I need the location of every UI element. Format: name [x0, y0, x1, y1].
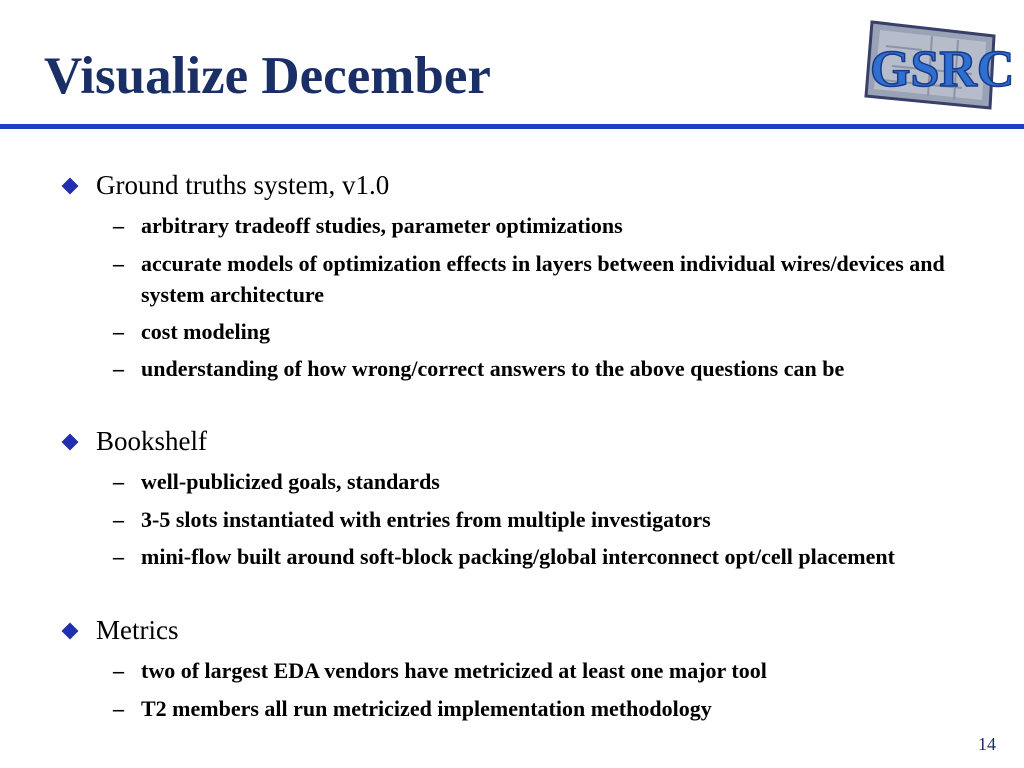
sub-bullet-dash: – [113, 319, 124, 344]
sub-bullet-item: T2 members all run metricized implementation methodology [141, 696, 712, 721]
sub-bullet-dash: – [113, 507, 124, 532]
sub-bullet-item: mini-flow built around soft-block packing/global interconnect opt/cell placement [141, 544, 895, 569]
sub-bullet-item: two of largest EDA vendors have metricized at least one major tool [141, 658, 767, 683]
bullet-diamond-icon [62, 178, 79, 195]
sub-bullet-item: accurate models of optimization effects in layers between individual wires/devices and system architecture [141, 251, 945, 307]
bullet-heading: Ground truths system, v1.0 [96, 170, 390, 200]
sub-bullet-item: 3-5 slots instantiated with entries from multiple investigators [141, 507, 711, 532]
sub-bullet-dash: – [113, 213, 124, 238]
sub-bullet-dash: – [113, 356, 124, 381]
sub-bullet-dash: – [113, 251, 124, 276]
page-number: 14 [978, 734, 996, 754]
bullet-heading: Bookshelf [96, 426, 207, 456]
bullet-diamond-icon [62, 623, 79, 640]
sub-bullet-item: well-publicized goals, standards [141, 469, 440, 494]
bullet-heading: Metrics [96, 615, 179, 645]
sub-bullet-item: understanding of how wrong/correct answers to the above questions can be [141, 356, 845, 381]
svg-text:GSRC: GSRC [870, 41, 1015, 98]
sub-bullet-dash: – [113, 658, 124, 683]
sub-bullet-dash: – [113, 544, 124, 569]
sub-bullet-dash: – [113, 696, 124, 721]
bullet-diamond-icon [62, 434, 79, 451]
sub-bullet-item: arbitrary tradeoff studies, parameter optimizations [141, 213, 623, 238]
sub-bullet-item: cost modeling [141, 319, 270, 344]
slide-title: Visualize December [44, 47, 491, 105]
sub-bullet-dash: – [113, 469, 124, 494]
